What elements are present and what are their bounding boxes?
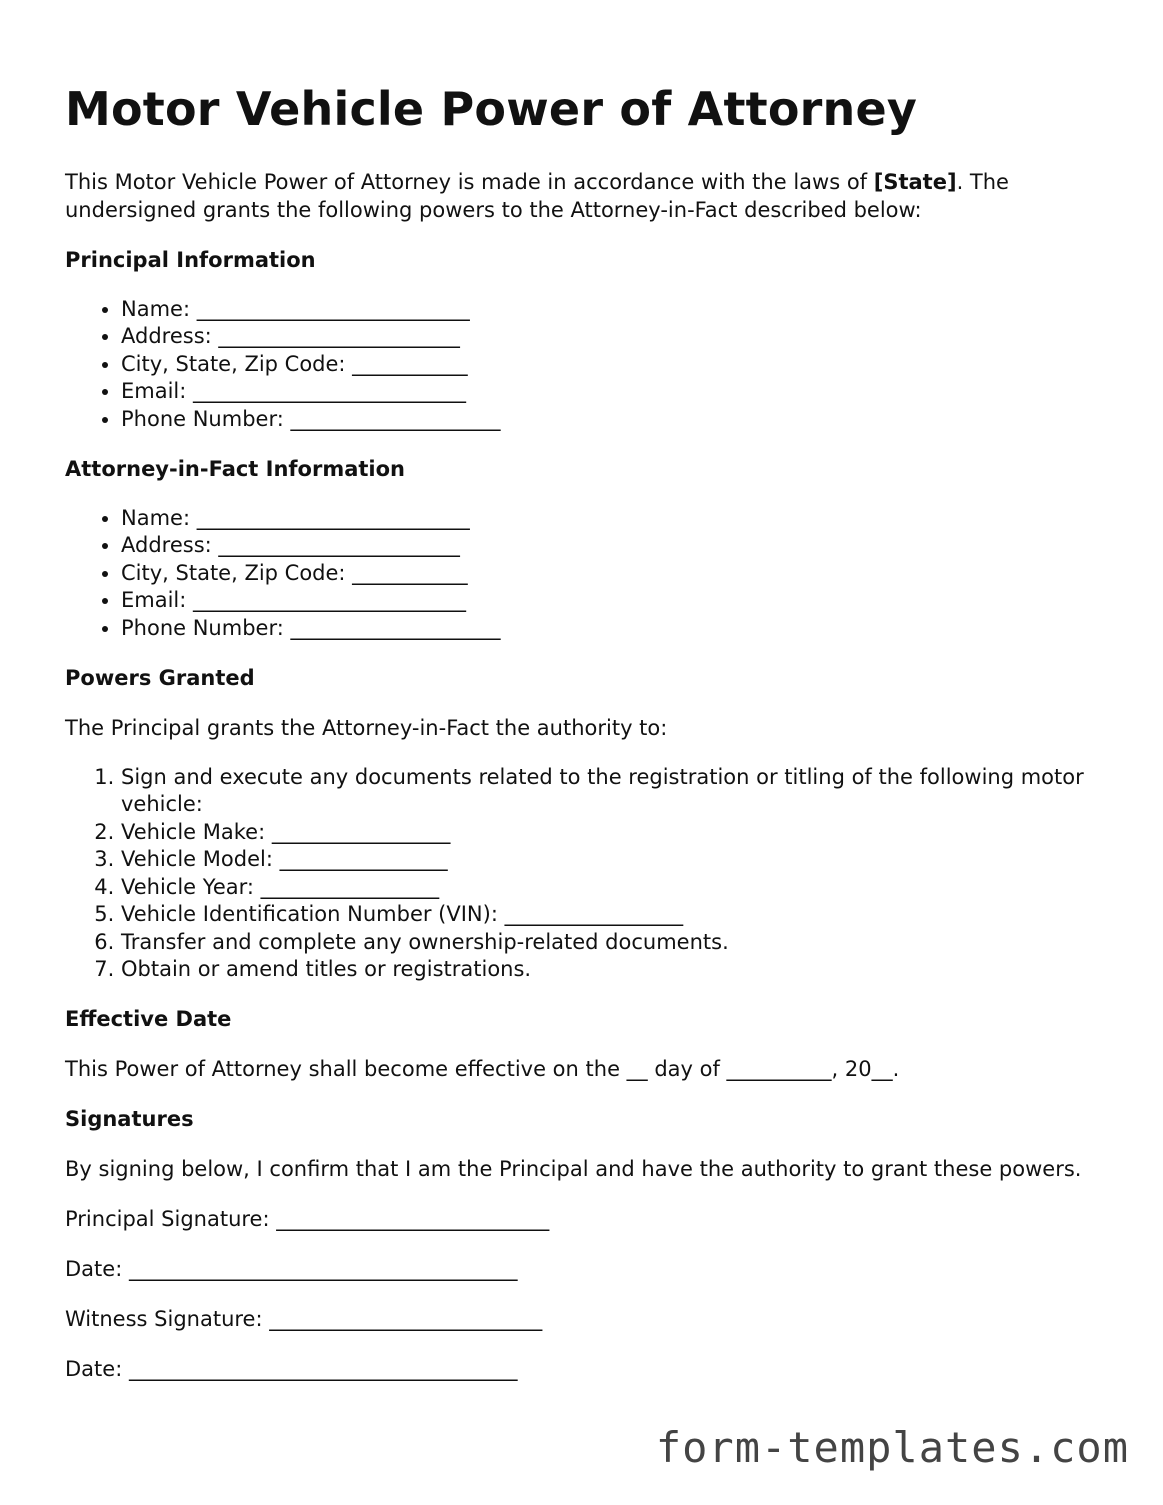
power-item: 6. Transfer and complete any ownership-related documents. bbox=[121, 929, 1105, 956]
powers-heading: Powers Granted bbox=[65, 666, 255, 691]
attorney-phone-field[interactable]: • Phone Number: ____________________ bbox=[121, 615, 1105, 642]
principal-phone-field[interactable]: • Phone Number: ____________________ bbox=[121, 406, 1105, 433]
principal-signature-field[interactable]: Principal Signature: __________________________ bbox=[65, 1207, 550, 1232]
attorney-email-field[interactable]: • Email: __________________________ bbox=[121, 587, 1105, 614]
power-item: 1. Sign and execute any documents related to the registration or titling of the following motor vehicle: bbox=[121, 764, 1105, 819]
page-title: Motor Vehicle Power of Attorney bbox=[65, 82, 918, 136]
principal-fields bbox=[65, 296, 1105, 433]
attorney-address-field[interactable]: • Address: _______________________ bbox=[121, 532, 1105, 559]
signatures-heading: Signatures bbox=[65, 1107, 194, 1132]
principal-date-field[interactable]: Date: _____________________________________ bbox=[65, 1257, 518, 1282]
watermark: form-templates.com bbox=[655, 1423, 1129, 1472]
attorney-heading: Attorney-in-Fact Information bbox=[65, 457, 406, 482]
intro-after: . The undersigned grants the following powers to the Attorney-in-Fact described below: bbox=[65, 170, 1009, 222]
witness-date-field[interactable]: Date: _____________________________________ bbox=[65, 1357, 518, 1382]
power-item: 7. Obtain or amend titles or registrations. bbox=[121, 956, 1105, 983]
vehicle-model-field[interactable]: 3. Vehicle Model: ________________ bbox=[121, 846, 1105, 873]
powers-intro: The Principal grants the Attorney-in-Fact the authority to: bbox=[65, 716, 668, 741]
witness-signature-field[interactable]: Witness Signature: __________________________ bbox=[65, 1307, 543, 1332]
intro-state: [State] bbox=[873, 170, 957, 194]
signatures-text: By signing below, I confirm that I am the Principal and have the authority to grant these powers. bbox=[65, 1157, 1082, 1182]
attorney-city-field[interactable]: • City, State, Zip Code: ___________ bbox=[121, 560, 1105, 587]
principal-name-field[interactable]: • Name: __________________________ bbox=[121, 296, 1105, 323]
effective-date-text[interactable]: This Power of Attorney shall become effective on the __ day of __________, 20__. bbox=[65, 1057, 900, 1082]
document-page bbox=[65, 78, 1105, 1383]
vehicle-vin-field[interactable]: 5. Vehicle Identification Number (VIN): _________________ bbox=[121, 901, 1105, 928]
attorney-fields bbox=[65, 505, 1105, 642]
principal-email-field[interactable]: • Email: __________________________ bbox=[121, 378, 1105, 405]
principal-heading: Principal Information bbox=[65, 248, 316, 272]
intro-paragraph bbox=[65, 168, 1105, 224]
powers-list bbox=[65, 764, 1105, 983]
principal-address-field[interactable]: • Address: _______________________ bbox=[121, 323, 1105, 350]
vehicle-year-field[interactable]: 4. Vehicle Year: _________________ bbox=[121, 874, 1105, 901]
intro-before: This Motor Vehicle Power of Attorney is made in accordance with the laws of bbox=[65, 170, 874, 194]
principal-city-field[interactable]: • City, State, Zip Code: ___________ bbox=[121, 351, 1105, 378]
effective-heading: Effective Date bbox=[65, 1007, 232, 1032]
vehicle-make-field[interactable]: 2. Vehicle Make: _________________ bbox=[121, 819, 1105, 846]
attorney-name-field[interactable]: • Name: __________________________ bbox=[121, 505, 1105, 532]
